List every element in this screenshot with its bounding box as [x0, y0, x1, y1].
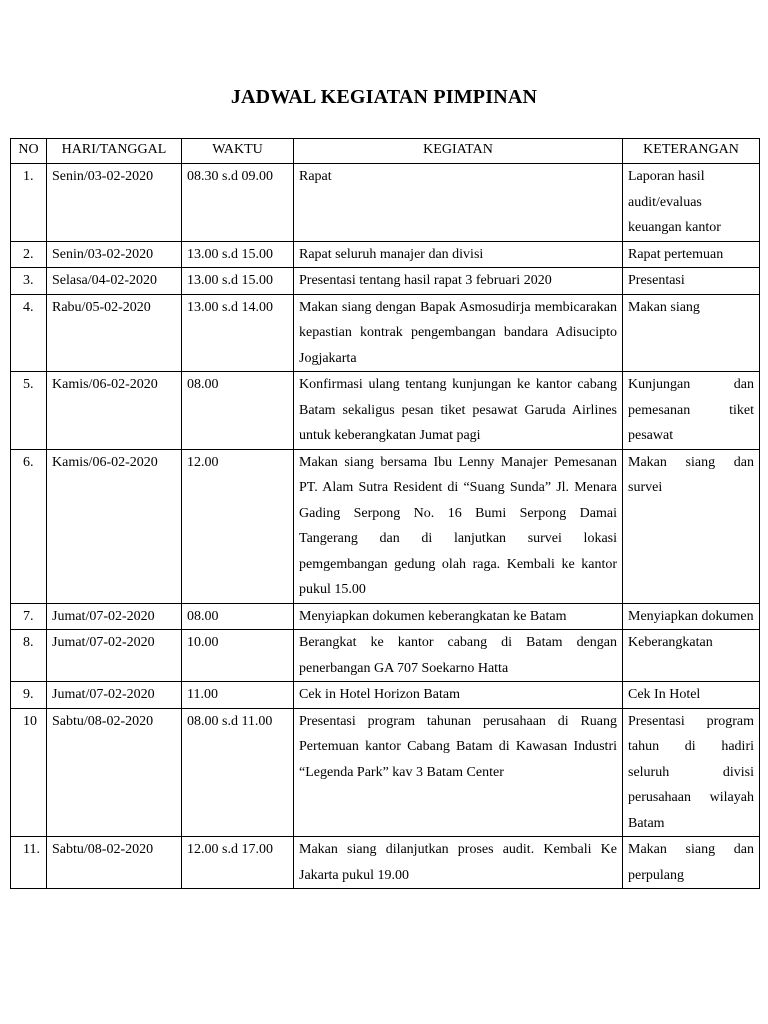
row-number: 8. [11, 630, 47, 682]
table-header-row [11, 139, 760, 164]
row-notes: Kunjungan dan pemesanan tiket pesawat [623, 372, 760, 450]
row-date: Sabtu/08-02-2020 [47, 708, 182, 837]
row-date: Sabtu/08-02-2020 [47, 837, 182, 889]
row-activity: Makan siang bersama Ibu Lenny Manajer Pemesanan PT. Alam Sutra Resident di “Suang Sunda” Jl. Menara Gading Serpong No. 16 Bumi Serpong Damai Tangerang dan di lanjutkan survei lokasi pemgembangan gedung olah raga. Kembali ke kantor pukul 15.00 [294, 449, 623, 603]
table-row [11, 449, 760, 603]
row-time: 12.00 [182, 449, 294, 603]
row-notes: Menyiapkan dokumen [623, 603, 760, 630]
column-header-date: HARI/TANGGAL [47, 139, 182, 164]
column-header-activity: KEGIATAN [294, 139, 623, 164]
row-date: Selasa/04-02-2020 [47, 268, 182, 295]
column-header-no: NO [11, 139, 47, 164]
table-row [11, 837, 760, 889]
row-activity: Menyiapkan dokumen keberangkatan ke Batam [294, 603, 623, 630]
row-activity: Konfirmasi ulang tentang kunjungan ke kantor cabang Batam sekaligus pesan tiket pesawat Garuda Airlines untuk keberangkatan Jumat pagi [294, 372, 623, 450]
table-row [11, 708, 760, 837]
row-time: 08.30 s.d 09.00 [182, 164, 294, 242]
table-row [11, 603, 760, 630]
row-activity: Makan siang dilanjutkan proses audit. Kembali Ke Jakarta pukul 19.00 [294, 837, 623, 889]
row-notes: Makan siang dan survei [623, 449, 760, 603]
row-notes: Rapat pertemuan [623, 241, 760, 268]
row-activity: Berangkat ke kantor cabang di Batam dengan penerbangan GA 707 Soekarno Hatta [294, 630, 623, 682]
row-time: 08.00 [182, 603, 294, 630]
row-number: 7. [11, 603, 47, 630]
row-time: 13.00 s.d 14.00 [182, 294, 294, 372]
row-number: 4. [11, 294, 47, 372]
row-time: 10.00 [182, 630, 294, 682]
row-date: Rabu/05-02-2020 [47, 294, 182, 372]
row-notes: Cek In Hotel [623, 682, 760, 709]
table-row [11, 241, 760, 268]
row-number: 10 [11, 708, 47, 837]
row-number: 5. [11, 372, 47, 450]
row-date: Jumat/07-02-2020 [47, 682, 182, 709]
row-time: 08.00 [182, 372, 294, 450]
column-header-notes: KETERANGAN [623, 139, 760, 164]
row-number: 9. [11, 682, 47, 709]
row-time: 11.00 [182, 682, 294, 709]
table-row [11, 630, 760, 682]
row-activity: Rapat [294, 164, 623, 242]
row-notes: Keberangkatan [623, 630, 760, 682]
table-row [11, 164, 760, 242]
row-notes: Makan siang dan perpulang [623, 837, 760, 889]
row-activity: Makan siang dengan Bapak Asmosudirja membicarakan kepastian kontrak pengembangan bandara Adisucipto Jogjakarta [294, 294, 623, 372]
row-notes: Makan siang [623, 294, 760, 372]
row-number: 1. [11, 164, 47, 242]
row-date: Jumat/07-02-2020 [47, 630, 182, 682]
table-row [11, 682, 760, 709]
row-time: 13.00 s.d 15.00 [182, 241, 294, 268]
row-activity: Cek in Hotel Horizon Batam [294, 682, 623, 709]
row-activity: Presentasi tentang hasil rapat 3 februari 2020 [294, 268, 623, 295]
table-row [11, 372, 760, 450]
row-date: Kamis/06-02-2020 [47, 372, 182, 450]
row-date: Senin/03-02-2020 [47, 241, 182, 268]
row-number: 2. [11, 241, 47, 268]
row-number: 3. [11, 268, 47, 295]
row-time: 13.00 s.d 15.00 [182, 268, 294, 295]
schedule-table [10, 138, 760, 889]
document-title: JADWAL KEGIATAN PIMPINAN [230, 86, 538, 108]
row-date: Jumat/07-02-2020 [47, 603, 182, 630]
row-time: 08.00 s.d 11.00 [182, 708, 294, 837]
row-number: 6. [11, 449, 47, 603]
row-notes: Laporan hasil audit/evaluas keuangan kantor [623, 164, 760, 242]
table-row [11, 294, 760, 372]
row-date: Kamis/06-02-2020 [47, 449, 182, 603]
row-notes: Presentasi program tahun di hadiri seluruh divisi perusahaan wilayah Batam [623, 708, 760, 837]
row-activity: Presentasi program tahunan perusahaan di Ruang Pertemuan kantor Cabang Batam di Kawasan Industri “Legenda Park” kav 3 Batam Center [294, 708, 623, 837]
row-notes: Presentasi [623, 268, 760, 295]
row-date: Senin/03-02-2020 [47, 164, 182, 242]
column-header-time: WAKTU [182, 139, 294, 164]
table-row [11, 268, 760, 295]
row-number: 11. [11, 837, 47, 889]
row-activity: Rapat seluruh manajer dan divisi [294, 241, 623, 268]
row-time: 12.00 s.d 17.00 [182, 837, 294, 889]
